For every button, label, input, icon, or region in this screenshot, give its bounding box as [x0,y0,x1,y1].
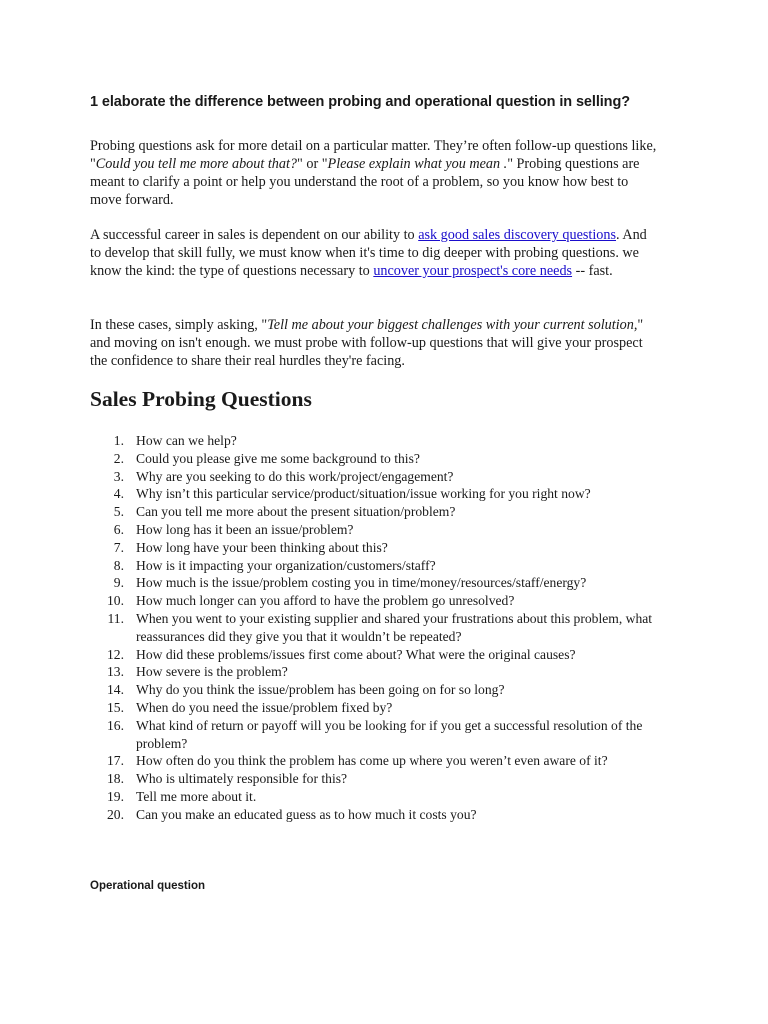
list-item [90,770,681,788]
question-heading: 1 elaborate the difference between probing and operational question in selling? [90,94,630,110]
list-item-number: 16. [107,717,124,733]
list-item [90,699,681,717]
list-item-number: 4. [113,486,124,502]
list-item-number: 1. [113,433,124,448]
list-item-text: Could you please give me some background to this? [136,450,420,466]
list-item [90,450,681,468]
italic-quote: Please explain what you mean . [327,156,508,172]
list-item-text: How did these problems/issues first come about? What were the original causes? [136,646,576,662]
list-item-number: 9. [113,575,124,591]
list-item [90,468,681,486]
paragraph-text: In these cases, simply asking, " [90,317,268,333]
list-item-text: Can you tell me more about the present situation/problem? [136,504,456,520]
list-item-number: 2. [113,450,124,466]
list-item-text: How can we help? [136,433,237,448]
list-item [90,646,681,664]
list-item-number: 3. [113,468,124,484]
list-item-text: How long have your been thinking about this? [136,539,388,555]
paragraph-probing-definition [90,137,660,209]
list-item-number: 7. [113,539,124,555]
list-item [90,610,681,646]
list-item-text: Why isn’t this particular service/product/situation/issue working for you right now? [136,486,591,502]
list-item [90,503,681,521]
list-item [90,752,681,770]
list-item [90,574,681,592]
list-item-number: 20. [107,806,124,822]
paragraph-text: " Probing questions are meant to clarify a point or help you understand the root of a problem, so you know how best to move forward. [90,156,640,208]
list-item [90,681,681,699]
list-item-number: 6. [113,521,124,537]
list-item-text: Why are you seeking to do this work/project/engagement? [136,468,454,484]
list-item [90,539,681,557]
list-item-number: 12. [107,646,124,662]
list-item-text: How long has it been an issue/problem? [136,521,354,537]
probing-questions-list [90,432,690,824]
paragraph-these-cases [90,316,660,370]
list-item-number: 19. [107,788,124,804]
paragraph-text: . And to develop that skill fully, we must know when it's time to dig deeper with probing questions. we know the kind: the type of questions necessary to [90,227,647,279]
italic-quote: Tell me about your biggest challenges with your current solution, [267,317,638,333]
list-item-number: 5. [113,504,124,520]
link-uncover-core-needs[interactable]: uncover your prospect's core needs [373,263,573,279]
paragraph-text: -- fast. [572,263,613,279]
list-item-text: Can you make an educated guess as to how much it costs you? [136,806,477,822]
list-item [90,717,681,753]
paragraph-text: " or " [297,156,328,172]
paragraph-sales-career [90,226,660,280]
list-item-text: Tell me more about it. [136,788,257,804]
operational-question-heading: Operational question [90,880,206,892]
link-sales-discovery-questions[interactable]: ask good sales discovery questions [418,227,617,243]
list-item-number: 15. [107,699,124,715]
list-item-text: What kind of return or payoff will you be looking for if you get a successful resolution of the problem? [136,717,643,751]
list-item [90,521,681,539]
italic-quote: Could you tell me more about that? [95,156,298,172]
list-item-text: When do you need the issue/problem fixed by? [136,699,393,715]
list-item-text: How much is the issue/problem costing you in time/money/resources/staff/energy? [136,575,587,591]
paragraph-text: " and moving on isn't enough. we must probe with follow-up questions that will give your prospect the confidence to share their real hurdles they're facing. [90,317,644,369]
section-title: Sales Probing Questions [90,387,312,411]
list-item-number: 8. [113,557,124,573]
list-item [90,485,681,503]
list-item [90,663,681,681]
list-item-number: 18. [107,771,124,787]
list-item-text: How much longer can you afford to have the problem go unresolved? [136,593,515,609]
list-item-text: How severe is the problem? [136,664,288,680]
list-item-number: 14. [107,682,124,698]
list-item-text: When you went to your existing supplier and shared your frustrations about this problem, what reassurances did they give you that it wouldn’t be repeated? [136,610,653,644]
paragraph-text: A successful career in sales is dependent on our ability to [90,227,419,243]
list-item-number: 11. [107,610,124,626]
list-item-text: How often do you think the problem has come up where you weren’t even aware of it? [136,753,608,769]
list-item [90,592,681,610]
list-item [90,432,681,450]
list-item-text: How is it impacting your organization/customers/staff? [136,557,436,573]
list-item-number: 10. [107,593,124,609]
list-item-number: 17. [107,753,124,769]
paragraph-text: Probing questions ask for more detail on a particular matter. They’re often follow-up questions like, " [90,138,657,172]
list-item-text: Why do you think the issue/problem has been going on for so long? [136,682,505,698]
list-item-number: 13. [107,664,124,680]
list-item [90,788,681,806]
list-item-text: Who is ultimately responsible for this? [136,771,348,787]
list-item [90,557,681,575]
list-item [90,806,681,824]
